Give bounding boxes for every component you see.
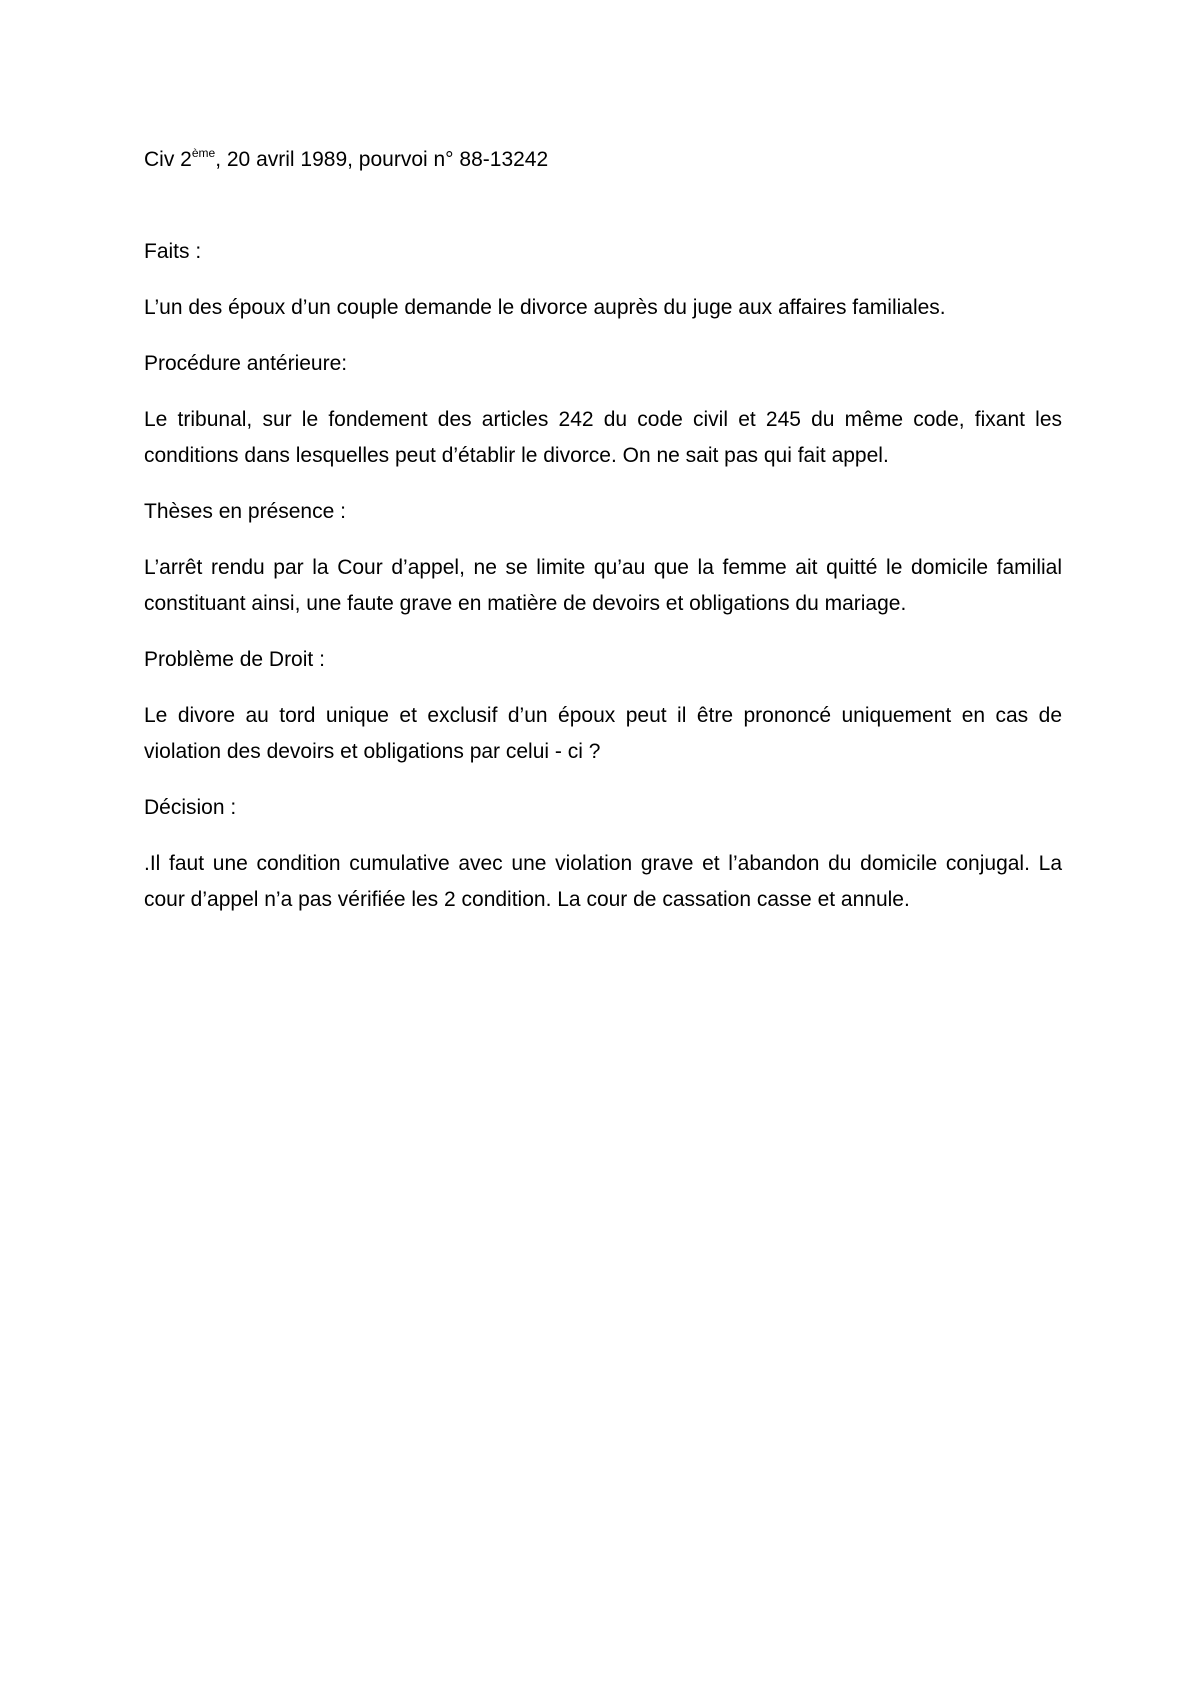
section-label-decision: Décision : [144, 796, 237, 819]
section-text-probleme: Le divore au tord unique et exclusif d’un époux peut il être prononcé uniquement en cas de violation des devoirs et obligations par celui - ci ? [144, 704, 1062, 763]
section-text-procedure: Le tribunal, sur le fondement des articles 242 du code civil et 245 du même code, fixant les conditions dans lesquelles peut d’établir le divorce. On ne sait pas qui fait appel. [144, 408, 1062, 467]
case-reference-prefix: Civ 2 [144, 148, 192, 171]
section-label-probleme: Problème de Droit : [144, 648, 325, 671]
section-label-procedure: Procédure antérieure: [144, 352, 348, 375]
section-label-faits: Faits : [144, 240, 202, 263]
section-text-theses: L’arrêt rendu par la Cour d’appel, ne se limite qu’au que la femme ait quitté le domicile familial constituant ainsi, une faute grave en matière de devoirs et obligations du mariage. [144, 556, 1062, 615]
section-text-faits: L’un des époux d’un couple demande le divorce auprès du juge aux affaires familiales. [144, 296, 946, 319]
case-reference-superscript: ème [191, 146, 216, 160]
document-content [144, 142, 1062, 938]
case-reference [144, 142, 1062, 178]
section-text-decision: .Il faut une condition cumulative avec une violation grave et l’abandon du domicile conjugal. La cour d’appel n’a pas vérifiée les 2 condition. La cour de cassation casse et annule. [144, 852, 1062, 911]
section-label-theses: Thèses en présence : [144, 500, 346, 523]
case-reference-suffix: , 20 avril 1989, pourvoi n° 88-13242 [215, 148, 549, 171]
